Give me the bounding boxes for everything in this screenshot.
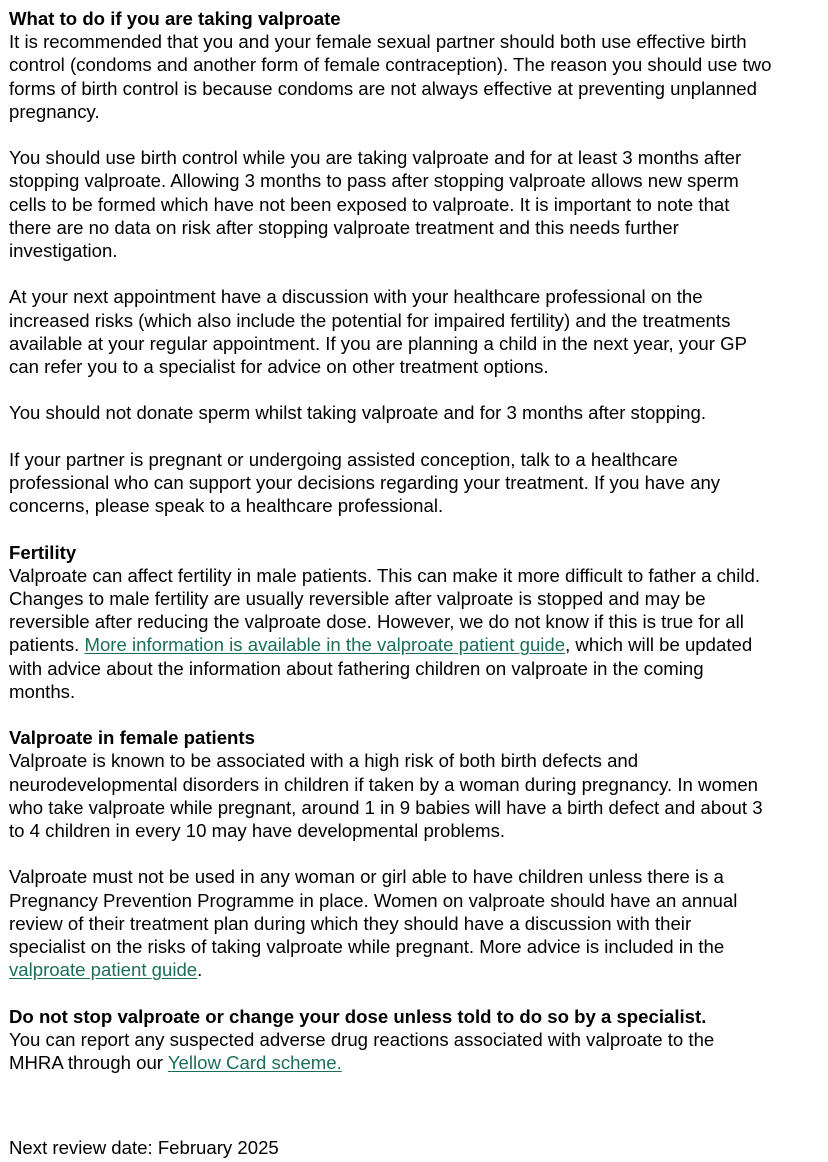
valproate-patient-guide-link[interactable]: More information is available in the valproate patient guide	[84, 634, 566, 656]
female-paragraph-2: Valproate must not be used in any woman or girl able to have children unless there is a Pregnancy Prevention Programme in place. Women on valproate should have an annual review of their treatment plan during which they should have a discussion with their specialist on the risks of taking valproate while pregnant. More advice is included in the valproate patient guide.	[9, 866, 738, 981]
section-heading-female-patients: Valproate in female patients	[9, 727, 255, 749]
taking-paragraph-1: It is recommended that you and your female sexual partner should both use effective birth control (condoms and another form of female contraception). The reason you should use two forms of birth control is because condoms are not always effective at preventing unplanned pregnancy.	[9, 31, 772, 122]
fertility-paragraph-1: Valproate can affect fertility in male patients. This can make it more difficult to father a child. Changes to male fertility are usually reversible after valproate is stopped and may be reversible after reducing the valproate dose. However, we do not know if this is true for all patients. More information is available in the valproate patient guide, which will be updated with advice about the information about fathering children on valproate in the coming months.	[9, 564, 761, 702]
section-heading-fertility: Fertility	[9, 541, 77, 563]
section-heading-do-not-stop: Do not stop valproate or change your dose unless told to do so by a specialist.	[9, 1005, 707, 1027]
female-paragraph-1: Valproate is known to be associated with a high risk of both birth defects and neurodevelopmental disorders in children if taken by a woman during pregnancy. In women who take valproate while pregnant, around 1 in 9 babies will have a birth defect and about 3 to 4 children in every 10 may have developmental problems.	[9, 750, 763, 842]
report-paragraph-1: You can report any suspected adverse drug reactions associated with valproate to the MHRA through our Yellow Card scheme.	[9, 1028, 715, 1074]
next-review-date: Next review date: February 2025	[9, 1136, 279, 1158]
taking-paragraph-4: You should not donate sperm whilst taking valproate and for 3 months after stopping.	[9, 402, 707, 424]
valproate-patient-guide-link-2[interactable]: valproate patient guide	[9, 959, 198, 981]
female-paragraph-2-end: .	[197, 959, 203, 981]
section-heading-taking-valproate: What to do if you are taking valproate	[9, 8, 341, 29]
taking-paragraph-5: If your partner is pregnant or undergoing assisted conception, talk to a healthcare professional who can support your decisions regarding your treatment. If you have any concerns, please speak to a healthcare professional.	[9, 448, 721, 517]
document-page	[9, 7, 828, 1159]
yellow-card-scheme-link[interactable]: Yellow Card scheme.	[167, 1052, 342, 1074]
taking-paragraph-2: You should use birth control while you are taking valproate and for at least 3 months after stopping valproate. Allowing 3 months to pass after stopping valproate allows new sperm cells to be formed which have not been exposed to valproate. It is important to note that there are no data on risk after stopping valproate treatment and this needs further investigation.	[9, 147, 742, 262]
taking-paragraph-3: At your next appointment have a discussion with your healthcare professional on the increased risks (which also include the potential for impaired fertility) and the treatments available at your regular appointment. If you are planning a child in the next year, your GP can refer you to a specialist for advice on other treatment options.	[9, 286, 747, 378]
